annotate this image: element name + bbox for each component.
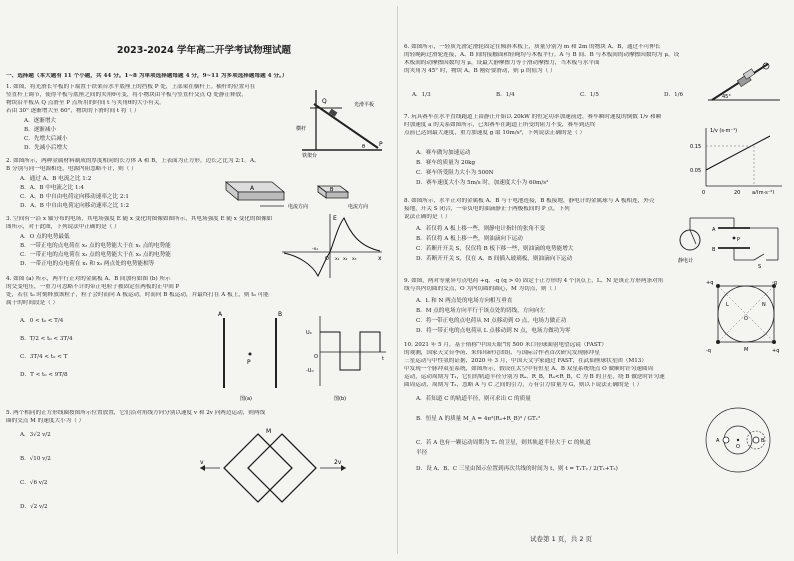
q10-line: 圆周运动，周期为 T₂，忽略 A 与 C 之间的引力，万有引力常量为 G，则以下说法正确的是（ ） — [404, 382, 643, 388]
q6-incline-figure — [704, 58, 784, 104]
q3-line: 图所示，对于此图，下列说法中正确的是（ ） — [6, 224, 120, 230]
q9-option: A．L 和 N 两点处的电场方向相互垂直 — [416, 298, 513, 304]
q8-line: 接地，开关 S 闭合，一带负电的油滴静止于两极板间的 P 点，下列 — [404, 206, 570, 212]
q9-square-charges-figure — [704, 276, 786, 356]
q5-line: 圈的交点 M 的速度大小为（ ） — [6, 418, 85, 424]
exam-title: 2023-2024 学年高二开学考试物理试题 — [116, 45, 292, 56]
q4-option: B．T/2 < t₀ < 3T/4 — [20, 336, 73, 342]
q5-label-v: v — [200, 459, 204, 466]
q3-option: B．一带正电的点电荷在 x₂ 点的电势能大于在 x₁ 点的电势能 — [20, 243, 171, 249]
q3-option: A．O 点的电势最低 — [20, 234, 70, 240]
q5-label-2v: 2v — [334, 459, 342, 466]
q1-label-theta: θ — [362, 144, 366, 150]
q7-tick-0: 0 — [702, 190, 706, 194]
q3-label-x2: x₂ — [343, 257, 348, 262]
q4-line: 的交变电压，一重力可忽略不计的带正电粒子被固定在两板的正中间 P — [6, 284, 180, 290]
q4-label-nu0: -U₀ — [306, 368, 314, 374]
q4-option: C．3T/4 < t₀ < T — [20, 354, 68, 360]
q9-label-o: O — [744, 316, 748, 322]
q9-label-br: +q — [772, 348, 780, 354]
q3-option: C．一带正电的点电荷在 x₂ 点的电势能大于在 x₃ 点的电势能 — [20, 252, 171, 258]
q10-line: 中发现一个脉冲双星系统，如图所示，假设在太空中有恒星 A、B 双星系统绕点 O 做顺时针匀速圆周 — [404, 366, 654, 372]
q4-line: 4. 如图 (a) 所示，两平行正对的金属板 A、B 间加有如图 (b) 所示 — [6, 276, 171, 282]
q10-orbit-figure — [694, 404, 788, 476]
q5-line: 5. 两个相同的正方形线圈按图所示位置放置，它们沿对角线方向分别以速度 v 和 2v 向两边运动，则两线 — [6, 410, 266, 416]
q7-graph — [690, 124, 786, 194]
q7-label-x: a/(m·s⁻²) — [752, 190, 775, 194]
q10-label-o: O — [736, 444, 740, 450]
q4-line: 处，若在 t₀ 时刻释放该粒子，粒子会时而向 A 板运动，时而向 B 板运动，并最终打在 A 板上，则 t₀ 可能 — [6, 292, 269, 298]
q9-option: D．将一带正电的点电荷从 L 点移动到 N 点，电场力做功为零 — [416, 328, 571, 334]
q3-label-e: E — [333, 215, 337, 222]
q3-label-x1: x₁ — [335, 257, 340, 262]
column-divider — [397, 6, 398, 554]
q8-caption: 静电计 — [678, 258, 694, 264]
q2-option: A．通过 A、B 电流之比 1:2 — [20, 176, 92, 182]
q4-caption-b: 图(b) — [334, 396, 347, 402]
q8-label-a: A — [712, 227, 716, 233]
q3-line: 3. 空间有一沿 x 轴分布的电场，其电场强度 E 随 x 变化的图像如图所示，其电场强度 E 随 x 变化的图像如 — [6, 216, 273, 222]
q6-label-angle: 45° — [722, 94, 731, 100]
q5-option: B．√10 v/2 — [20, 456, 51, 462]
q5-option: C．√6 v/2 — [20, 480, 48, 486]
q10-line: 10. 2021 年 5 月，基于俗称“中国天眼”的 500 米口径球面射电望远镜（FAST） — [404, 342, 608, 348]
q9-label-l: L — [726, 302, 729, 308]
q5-label-m: M — [266, 428, 272, 435]
q1-option: A．逐渐增大 — [24, 118, 57, 124]
q6-line: 木板间的动摩擦因数均为 μ，设最大静摩擦力等于滑动摩擦力，当木板与水平面 — [404, 60, 600, 66]
q8-option: B．若仅将 A 板上移一些，则油滴向下运动 — [416, 236, 523, 242]
q10-option: 半径 — [416, 450, 428, 456]
q9-line: 9. 如图，两对等量异号点电荷 +q、-q (q > 0) 固定于正方形的 4 个顶点上，L、N 是该正方形两条对角 — [404, 278, 664, 284]
q7-tick-015: 0.15 — [690, 144, 702, 150]
q4-option: D．T < t₀ < 9T/8 — [20, 372, 68, 378]
q9-line: 线与其内切圆的交点，O 为内切圆的圆心，M 为切点，则（ ） — [404, 286, 560, 292]
q3-option: D．一带正电的点电荷在 x₁ 和 x₃ 两点处的电势能相等 — [20, 261, 155, 267]
q8-line: 说法正确的是（ ） — [404, 214, 451, 220]
q2-blocks-figure — [214, 172, 384, 216]
left-column — [6, 0, 390, 561]
q8-label-s: S — [758, 264, 762, 270]
q1-label-p: P — [379, 141, 383, 148]
q1-label-board: 光滑平板 — [354, 102, 375, 108]
q6-option: A．1/3 — [412, 92, 431, 98]
q3-label-x: x — [378, 255, 382, 262]
q9-label-tl: +q — [706, 280, 714, 286]
q4-label-u0: U₀ — [306, 330, 312, 336]
q1-option: C．先增大后减小 — [24, 136, 68, 142]
q9-label-bl: -q — [706, 348, 711, 354]
q4-voltage-graph — [306, 312, 388, 404]
q2-label-a: A — [250, 185, 255, 192]
q10-label-a: A — [716, 438, 720, 444]
q8-option: C．若断开开关 S，仅仅将 B 板下移一些，则油滴的电势能增大 — [416, 246, 574, 252]
q2-label-dir-b: 电流方向 — [348, 204, 369, 210]
q10-option: D．设 A、B、C 三星由图示位置到再次共线的时间为 t，则 t = T₁T₂ / 2(T₁+T₂) — [416, 466, 618, 472]
q8-option: D．若断开开关 S，仅在 A、B 间插入玻璃板，则油滴向下运动 — [416, 256, 573, 262]
q1-label-stand: 铁架台 — [302, 153, 318, 158]
q6-line: 的轻绳跨过滑轮连接，A、B 间的接触面和轻绳均与木板平行。A 与 B 间、B 与木板间的动摩擦因数均为 μ，设 — [404, 52, 680, 58]
q1-line: 1. 如图，将光滑长平板的下端置于铁架台水平底座上的挡板 P 处，上部架在横杆上。横杆的位置可在 — [6, 84, 256, 90]
q6-option: C．1/5 — [580, 92, 599, 98]
q7-tick-005: 0.05 — [690, 168, 702, 174]
q7-label-y: 1/v (s·m⁻¹) — [710, 128, 738, 134]
q2-label-dir-a: 电流方向 — [288, 204, 309, 210]
q10-option: C．若 A 也有一颗运动周期为 T₂ 的卫星，则其轨道半径大于 C 的轨道 — [416, 440, 591, 446]
q2-option: D．A、B 中自由电荷定向移动速率之比 1:2 — [20, 203, 130, 209]
page-footer: 试卷第 1 页，共 2 页 — [530, 535, 593, 543]
q1-option: B．逐渐减小 — [24, 127, 57, 133]
q1-label-bar: 横杆 — [296, 126, 307, 132]
q7-option: B．赛车的质量为 20kg — [416, 160, 476, 166]
q1-label-q: Q — [322, 98, 327, 105]
q7-option: A．赛车做匀加速运动 — [416, 150, 471, 156]
q4-label-p: P — [247, 359, 251, 366]
q6-line: 的夹角为 45° 时，物块 A、B 刚好要滑动，则 μ 的值为（ ） — [404, 68, 556, 74]
q9-label-tr: -q — [772, 280, 777, 286]
q6-option: B．1/4 — [496, 92, 515, 98]
q4-caption-a: 图(a) — [240, 396, 252, 402]
q1-line: 物块沿平板从 Q 点滑至 P 点所用的时间 t 与夹角θ的大小有关。 — [6, 100, 165, 106]
section-heading: 一、选择题（本大题有 11 个小题，共 44 分。1~8 为单项选择题每题 4 分，9~11 为多项选择题每题 4 分。） — [6, 73, 288, 79]
q3-field-graph — [278, 212, 386, 282]
q4-line: 属于的时间段是（ ） — [6, 300, 59, 306]
q9-label-m: M — [744, 347, 749, 353]
q5-option: A．3√2 v/2 — [20, 432, 51, 438]
q9-option: C．将一带正电的点电荷从 M 点移动到 O 点，电场力做正功 — [416, 318, 567, 324]
q5-option: D．√2 v/2 — [20, 504, 48, 510]
q7-line: 时加速度 a 的关系如图所示，已知赛车在跑道上所受的阻力不变，赛车到达终 — [404, 122, 596, 128]
q3-label-negx1: -x₁ — [312, 247, 319, 252]
q2-line: 2. 如图所示，两种金属材料制成的厚度相同的长方体 A 和 B，上表面为正方形，边长之比为 2:1。A、 — [6, 158, 260, 164]
q10-line: 三星运动与中性氢的证据，2020 年 3 月，中国天文学家通过 FAST，在武仙座球状星团（M13） — [404, 358, 647, 364]
right-column — [404, 0, 788, 561]
q7-tick-20: 20 — [734, 190, 741, 194]
q10-label-b: B — [761, 438, 765, 444]
q7-line: 7. 玩具赛车在水平直线跑道上由静止开始以 20kW 的恒定功率加速前进，赛车瞬时速度的倒数 1/v 和瞬 — [404, 114, 662, 120]
q1-incline-figure — [296, 86, 388, 158]
q9-label-n: N — [762, 302, 766, 308]
q10-option: A．若知道 C 的轨道半径，则可求出 C 的质量 — [416, 396, 531, 402]
q1-line: 若由 30° 逐渐增大至 60°，物块的下滑时间 t 将（ ） — [6, 108, 140, 114]
q3-label-x3: x₃ — [352, 257, 357, 262]
q1-option: D．先减小后增大 — [24, 145, 68, 151]
q10-option: B．恒星 A 的质量 M_A = 4π²(Rₐ+R_B)³ / GT₁² — [416, 416, 541, 422]
q8-line: 8. 如图所示，水平正对的金属板 A、B 与干电池连接，B 板接地，静电计的金属球与 A 板相连，外壳 — [404, 198, 655, 204]
q4-option: A．0 < t₀ < T/4 — [20, 318, 64, 324]
q2-label-b: B — [330, 187, 334, 193]
q4-label-b: B — [278, 311, 283, 318]
q3-label-o: O — [325, 256, 329, 262]
q6-line: 6. 如图所示，一轻质光滑定滑轮固定在倾斜木板上，质量分别为 m 和 2m 的物块 A、B，通过不可伸长 — [404, 44, 661, 50]
q7-option: D．赛车速度大小为 5m/s 时，加速度大小为 60m/s² — [416, 180, 549, 186]
q4-plates-figure — [212, 310, 292, 404]
q7-option: C．赛车所受阻力大小为 500N — [416, 170, 494, 176]
q2-line: B 分别与同一电源相连，电源内阻忽略不计，则（ ） — [6, 166, 137, 172]
q7-line: 点前已达到最大速度，重力加速度 g 取 10m/s²，下列说法正确的是（ ） — [404, 130, 586, 136]
q8-label-b: B — [712, 247, 716, 253]
q4-label-a: A — [218, 311, 223, 318]
q2-option: C．A、B 中自由电荷定向移动速率之比 2:1 — [20, 194, 129, 200]
q8-label-p: P — [737, 237, 741, 243]
q9-option: B．M 点的电场方向平行于该点处的切线，方向向左 — [416, 308, 546, 314]
q1-line: 竖直杆上调节，使得平板与底座之间的夹角θ可变，将小物块由平板与竖直杆交点 Q 处静止释放， — [6, 92, 247, 98]
q4-label-t: t — [382, 356, 384, 362]
q4-label-o: O — [314, 354, 318, 360]
q6-option: D．1/6 — [664, 92, 684, 98]
q8-option: A．若仅将 A 板上移一些，则静电计指针的张角不变 — [416, 226, 546, 232]
q10-line: 运动，运动周期为 T₁，它们的轨道半径分别为 Rₐ、R_B，Rₐ<R_B，C 为 B 的卫星，绕 B 做逆时针匀速 — [404, 374, 665, 380]
q10-line: 的观测，国家天文台李菂、朱炜玮研究团组、与国际合作者首次研究发现脉冲星 — [404, 350, 600, 356]
q8-capacitor-figure — [674, 208, 786, 276]
q2-option: B．A、B 中电流之比 1:4 — [20, 185, 84, 191]
q5-squares-figure — [196, 424, 356, 520]
